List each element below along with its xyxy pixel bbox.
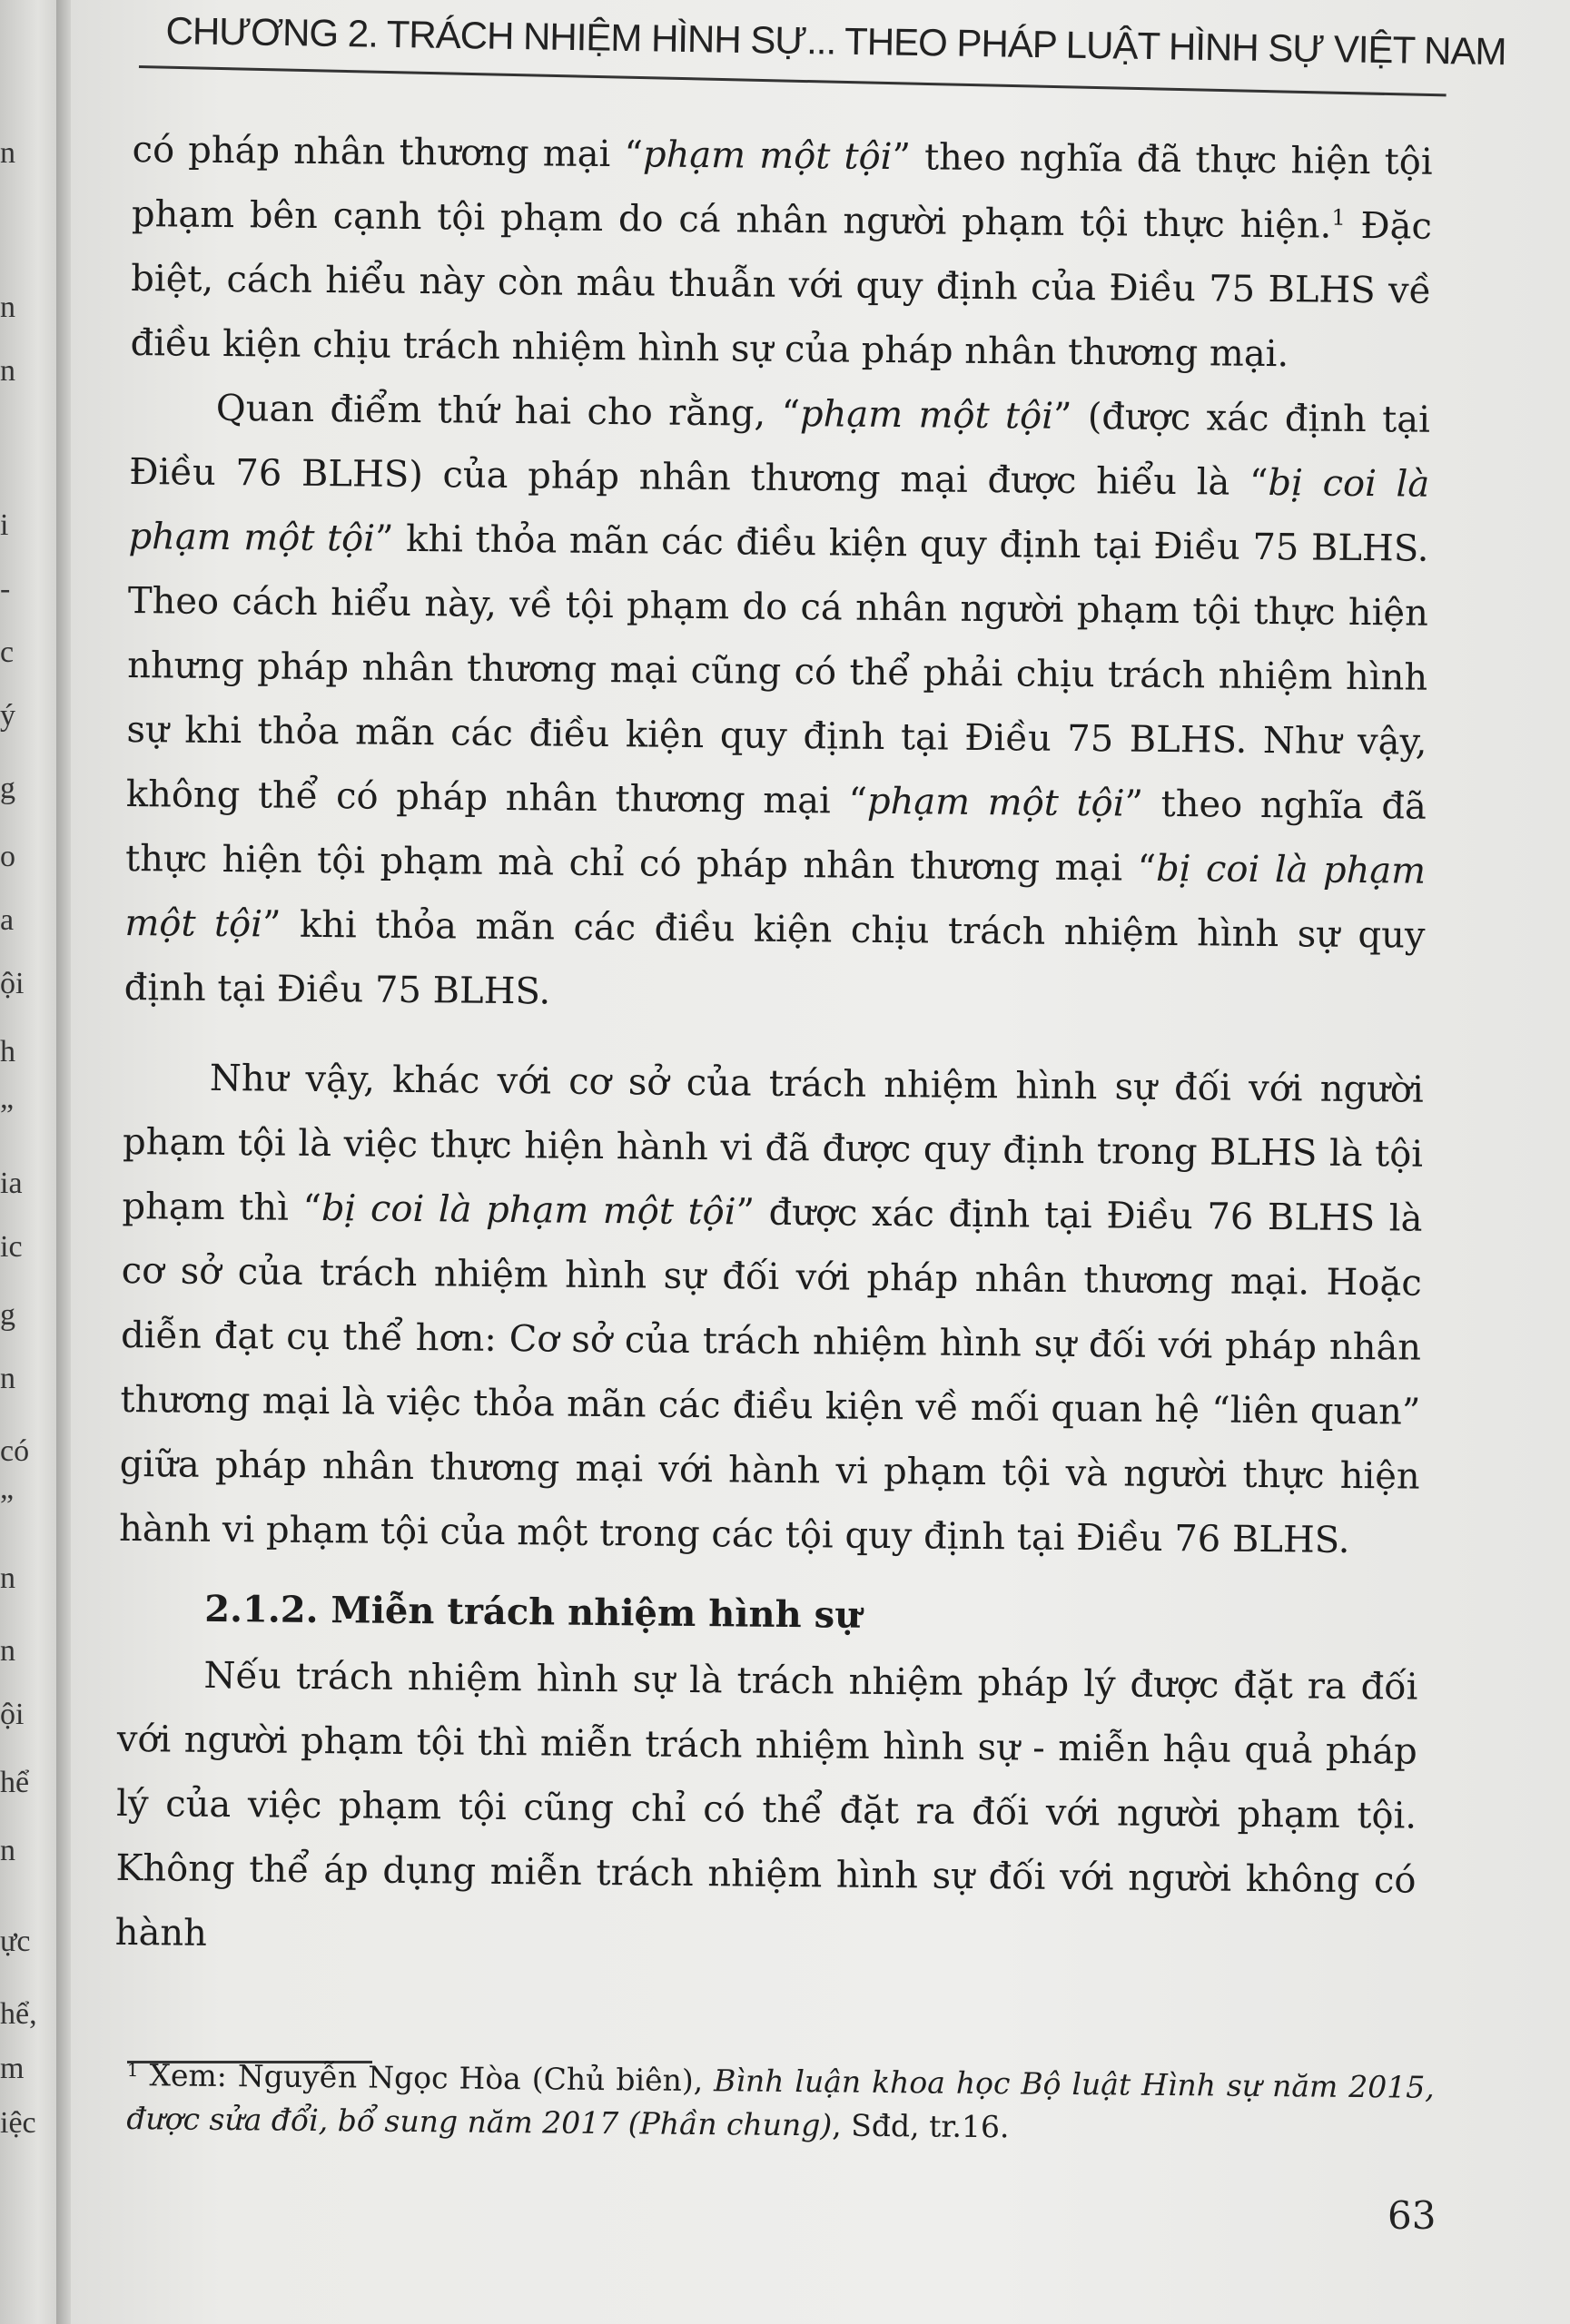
previous-page-fragment: ý (0, 699, 15, 733)
italic-term: bị coi là phạm một tội (128, 462, 1430, 560)
previous-page-fragment: n (0, 1362, 15, 1395)
previous-page-fragment: - (0, 572, 11, 606)
previous-page-fragment: o (0, 840, 15, 873)
paragraph-1: có pháp nhân thương mại “phạm một tội” theo nghĩa đã thực hiện tội phạm bên cạnh tội phạm do cá nhân người phạm tội thực hiện.$^1$ Đặc biệt, cách hiểu này còn mâu thuẫn với quy định của Điều 75 BLHS về điều kiện chịu trách nhiệm hình sự của pháp nhân thương mại. (130, 128, 1433, 376)
previous-page-fragment: ia (0, 1167, 23, 1200)
footnote-book-title: Bình luận khoa học Bộ luật Hình sự năm 2015, được sửa đổi, bổ sung năm 2017 (Phần chung) (126, 2063, 1435, 2143)
previous-page-fragment: ực (0, 1925, 31, 1958)
previous-page-fragment: n (0, 354, 15, 388)
previous-page-fragment: a (0, 903, 15, 937)
book-page (71, 0, 1570, 2324)
italic-term: phạm một tội (866, 780, 1125, 825)
italic-term: bị coi là phạm một tội (321, 1187, 736, 1234)
previous-page-fragment: hể, (0, 1997, 37, 2031)
previous-page-fragment: m (0, 2052, 25, 2085)
previous-page-fragment: hể (0, 1766, 30, 1799)
paragraph-4: Nếu trách nhiệm hình sự là trách nhiệm pháp lý được đặt ra đối với người phạm tội thì miễn trách nhiệm hình sự - miễn hậu quả pháp lý của việc phạm tội cũng chỉ có thể đặt ra đối với người phạm tội. Không thể áp dụng miễn trách nhiệm hình sự đối với người không có hành (114, 1654, 1418, 1955)
previous-page-fragment: n (0, 1634, 15, 1668)
paragraph-2: Quan điểm thứ hai cho rằng, “phạm một tội” (được xác định tại Điều 76 BLHS) của pháp nhân thương mại được hiểu là “bị coi là phạm một tội” khi thỏa mãn các điều kiện quy định tại Điều 75 BLHS. Theo cách hiểu này, về tội phạm do cá nhân người phạm tội thực hiện nhưng pháp nhân thương mại cũng có thể phải chịu trách nhiệm hình sự khi thỏa mãn các điều kiện quy định tại Điều 75 BLHS. Như vậy, không thể có pháp nhân thương mại “phạm một tội” theo nghĩa đã thực hiện tội phạm mà chỉ có pháp nhân thương mại “bị coi là phạm một tội” khi thỏa mãn các điều kiện chịu trách nhiệm hình sự quy định tại Điều 75 BLHS. (123, 387, 1431, 1013)
previous-page-edge (0, 0, 64, 2324)
body-text (114, 118, 1432, 1978)
footnote-mark: 1 (126, 2058, 139, 2082)
footnote-reference: 1 (1331, 204, 1346, 231)
previous-page-fragment: ic (0, 1230, 23, 1264)
previous-page-fragment: i (0, 508, 9, 542)
previous-page-fragment: g (0, 1298, 15, 1332)
previous-page-fragment: c (0, 635, 15, 669)
previous-page-fragment: ” (0, 1489, 15, 1522)
previous-page-fragment: ” (0, 1098, 15, 1132)
previous-page-fragment: h (0, 1035, 15, 1068)
footnote: $^1$ Xem: Nguyễn Ngọc Hòa (Chủ biên), Bình luận khoa học Bộ luật Hình sự năm 2015, được sửa đổi, bổ sung năm 2017 (Phần chung), Sđd, tr.16. (126, 2057, 1435, 2145)
italic-term: phạm một tội (642, 133, 893, 179)
italic-term: bị coi là phạm một tội (124, 847, 1427, 946)
previous-page-fragment: ội (0, 967, 25, 1000)
previous-page-fragment: ội (0, 1698, 25, 1731)
previous-page-fragment: iệc (0, 2106, 36, 2140)
italic-term: phạm một tội (799, 393, 1054, 438)
previous-page-fragment: n (0, 136, 15, 170)
page-number: 63 (1387, 2193, 1437, 2238)
previous-page-fragment: g (0, 772, 15, 805)
running-head: CHƯƠNG 2. TRÁCH NHIỆM HÌNH SỰ... THEO PHÁP LUẬT HÌNH SỰ VIỆT NAM (165, 9, 1506, 74)
paragraph-3: Như vậy, khác với cơ sở của trách nhiệm hình sự đối với người phạm tội là việc thực hiện hành vi đã được quy định trong BLHS là tội phạm thì “bị coi là phạm một tội” được xác định tại Điều 76 BLHS là cơ sở của trách nhiệm hình sự đối với pháp nhân thương mại. Hoặc diễn đạt cụ thể hơn: Cơ sở của trách nhiệm hình sự đối với pháp nhân thương mại là việc thỏa mãn các điều kiện về mối quan hệ “liên quan” giữa pháp nhân thương mại với hành vi phạm tội và người thực hiện hành vi phạm tội của một trong các tội quy định tại Điều 76 BLHS. (118, 1057, 1425, 1561)
previous-page-fragment: có (0, 1434, 30, 1468)
section-heading: 2.1.2. Miễn trách nhiệm hình sự (204, 1587, 862, 1637)
previous-page-fragment: n (0, 1834, 15, 1867)
header-rule (139, 65, 1447, 96)
previous-page-fragment: n (0, 290, 15, 324)
previous-page-fragment: n (0, 1561, 15, 1595)
